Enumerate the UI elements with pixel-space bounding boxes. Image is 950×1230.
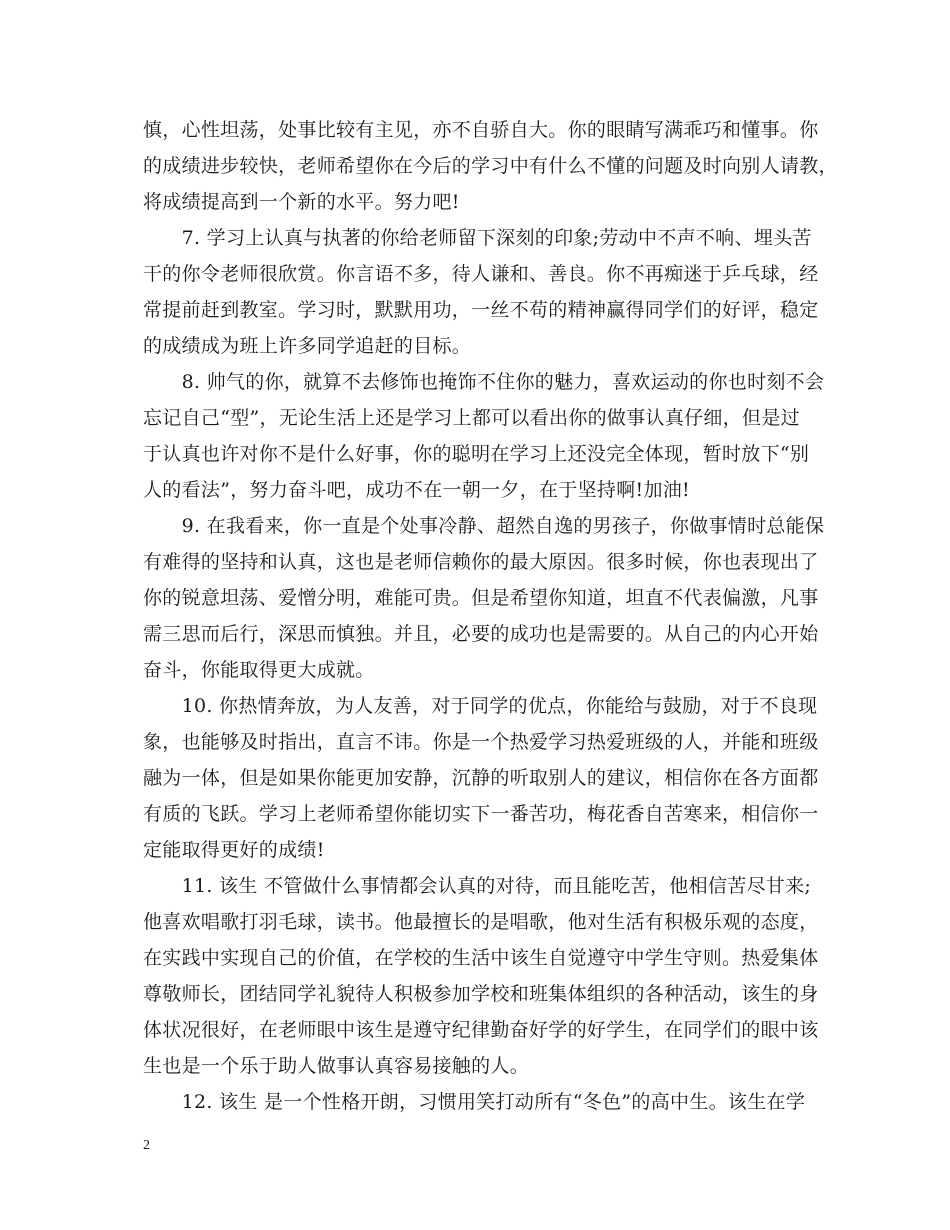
text-line: 需三思而后行，深思而慎独。并且，必要的成功也是需要的。从自己的内心开始 [143, 623, 819, 645]
text-line: 奋斗，你能取得更大成就。 [143, 659, 375, 681]
text-line: 的成绩成为班上许多同学追赶的目标。 [143, 335, 472, 357]
text-line: 人的看法”，努力奋斗吧，成功不在一朝一夕，在于坚持啊!加油! [143, 479, 690, 501]
text-line: 定能取得更好的成绩! [143, 839, 325, 861]
text-line: 有质的飞跃。学习上老师希望你能切实下一番苦功，梅花香自苦寒来，相信你一 [143, 803, 819, 825]
text-line: 有难得的坚持和认真，这也是老师信赖你的最大原因。很多时候，你也表现出了 [143, 551, 819, 573]
text-line: 10. 你热情奔放，为人友善，对于同学的优点，你能给与鼓励，对于不良现 [143, 695, 818, 717]
text-line: 7. 学习上认真与执著的你给老师留下深刻的印象;劳动中不声不响、埋头苦 [143, 227, 812, 249]
text-line: 象，也能够及时指出，直言不讳。你是一个热爱学习热爱班级的人，并能和班级 [143, 731, 819, 753]
text-line: 9. 在我看来，你一直是个处事冷静、超然自逸的男孩子，你做事情时总能保 [143, 515, 825, 537]
text-line: 他喜欢唱歌打羽毛球，读书。他最擅长的是唱歌，他对生活有积极乐观的态度， [143, 911, 819, 933]
text-line: 于认真也许对你不是什么好事，你的聪明在学习上还没完全体现，暂时放下“别 [143, 443, 810, 465]
text-line: 11. 该生 不管做什么事情都会认真的对待，而且能吃苦，他相信苦尽甘来; [143, 875, 812, 897]
text-line: 体状况很好，在老师眼中该生是遵守纪律勤奋好学的好学生，在同学们的眼中该 [143, 1019, 819, 1041]
text-line: 生也是一个乐于助人做事认真容易接触的人。 [143, 1055, 530, 1077]
text-line: 融为一体，但是如果你能更加安静，沉静的听取别人的建议，相信你在各方面都 [143, 767, 819, 789]
text-line: 慎，心性坦荡，处事比较有主见，亦不自骄自大。你的眼睛写满乖巧和懂事。你 [143, 119, 819, 141]
text-line: 在实践中实现自己的价值，在学校的生活中该生自觉遵守中学生守则。热爱集体 [143, 947, 819, 969]
text-line: 8. 帅气的你，就算不去修饰也掩饰不住你的魅力，喜欢运动的你也时刻不会 [143, 371, 825, 393]
text-line: 干的你令老师很欣赏。你言语不多，待人谦和、善良。你不再痴迷于乒乓球，经 [143, 263, 819, 285]
text-line: 你的锐意坦荡、爱憎分明，难能可贵。但是希望你知道，坦直不代表偏激，凡事 [143, 587, 819, 609]
text-line: 的成绩进步较快，老师希望你在今后的学习中有什么不懂的问题及时向别人请教， [143, 155, 838, 177]
page-number: 2 [143, 1138, 150, 1153]
text-line: 尊敬师长，团结同学礼貌待人积极参加学校和班集体组织的各种活动，该生的身 [143, 983, 819, 1005]
text-line: 忘记自己“型”，无论生活上还是学习上都可以看出你的做事认真仔细，但是过 [143, 407, 800, 429]
text-line: 将成绩提高到一个新的水平。努力吧! [143, 191, 460, 213]
text-line: 12. 该生 是一个性格开朗，习惯用笑打动所有“冬色”的高中生。该生在学 [143, 1091, 806, 1113]
text-line: 常提前赶到教室。学习时，默默用功，一丝不苟的精神赢得同学们的好评，稳定 [143, 299, 819, 321]
